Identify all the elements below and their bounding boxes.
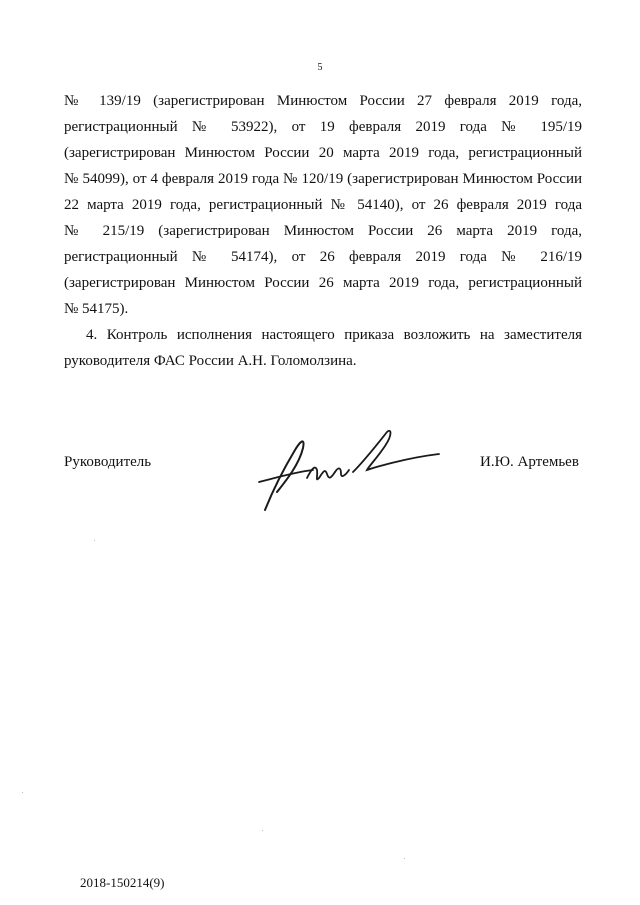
- text-line: 4. Контроль исполнения настоящего приказа возложить на заместителя: [86, 327, 582, 343]
- scan-speck: [404, 858, 405, 859]
- handwritten-signature: [255, 420, 445, 515]
- paragraph-registrations: [64, 88, 582, 322]
- text-line: руководителя ФАС России А.Н. Голомолзина.: [64, 353, 357, 369]
- scan-speck: [22, 792, 23, 793]
- text-line: регистрационный № 53922), от 19 февраля 2019 года № 195/19: [64, 119, 582, 135]
- text-line: регистрационный № 54174), от 26 февраля 2019 года № 216/19: [64, 249, 582, 265]
- scan-speck: [94, 540, 95, 541]
- text-line: № 54099), от 4 февраля 2019 года № 120/19 (зарегистрирован Минюстом России: [64, 171, 582, 187]
- text-line: 22 марта 2019 года, регистрационный № 54140), от 26 февраля 2019 года: [64, 197, 582, 213]
- page-number: 5: [317, 62, 323, 73]
- text-line: № 139/19 (зарегистрирован Минюстом России 27 февраля 2019 года,: [64, 93, 582, 109]
- signatory-role: Руководитель: [64, 454, 152, 470]
- signatory-name: И.Ю. Артемьев: [480, 454, 579, 470]
- paragraph-control-clause: [64, 322, 582, 374]
- text-line: (зарегистрирован Минюстом России 20 марта 2019 года, регистрационный: [64, 145, 582, 161]
- text-line: № 54175).: [64, 301, 129, 317]
- text-line: № 215/19 (зарегистрирован Минюстом России 26 марта 2019 года,: [64, 223, 582, 239]
- document-code: 2018-150214(9): [80, 875, 165, 890]
- scan-speck: [262, 830, 263, 831]
- text-line: (зарегистрирован Минюстом России 26 марта 2019 года, регистрационный: [64, 275, 582, 291]
